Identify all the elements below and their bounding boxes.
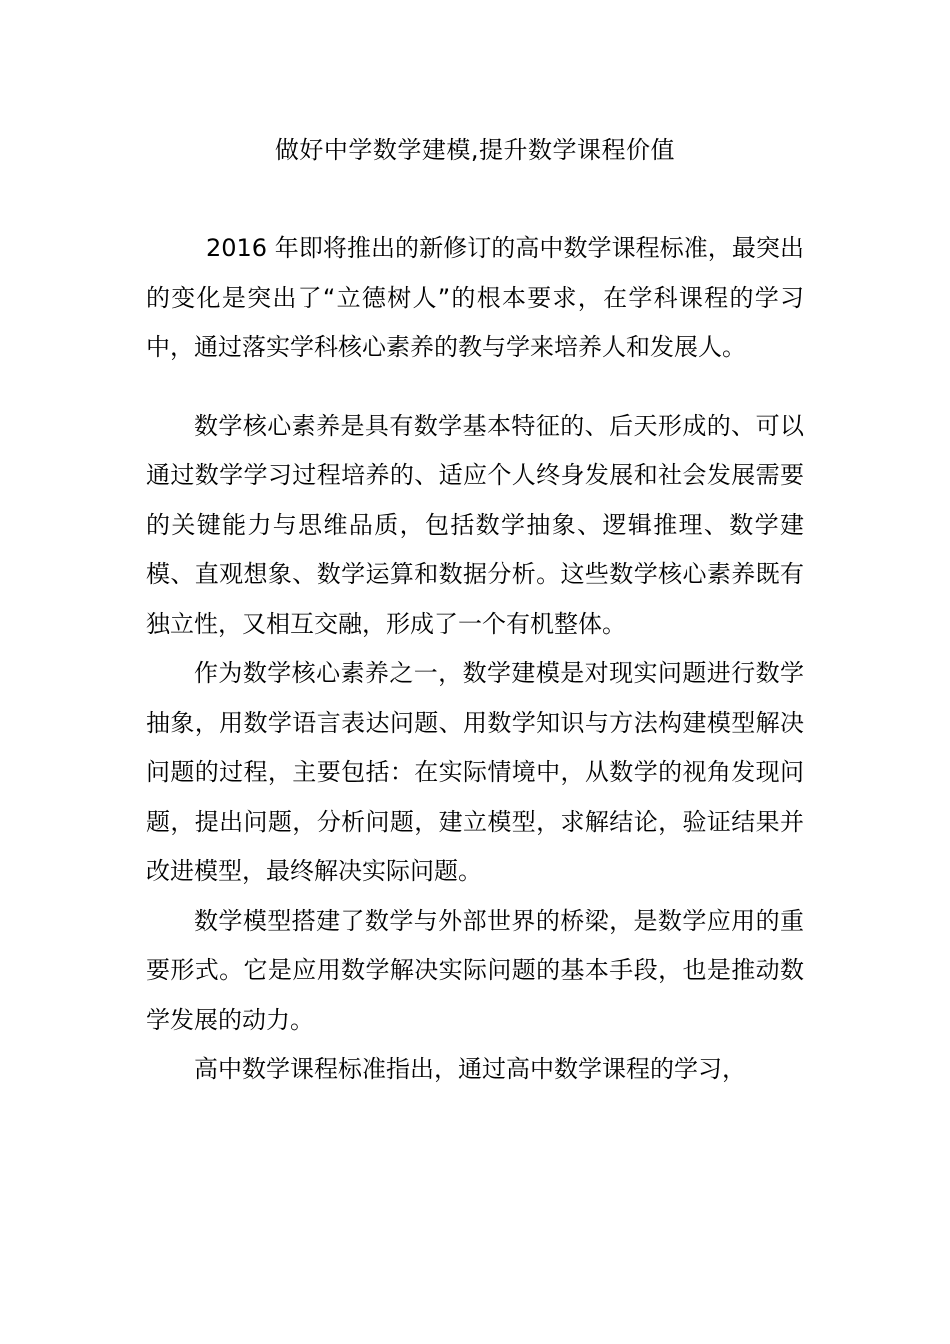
paragraph-4: 数学模型搭建了数学与外部世界的桥梁，是数学应用的重要形式。它是应用数学解决实际问题的基本手段，也是推动数学发展的动力。 — [146, 906, 804, 1034]
paragraph-2: 数学核心素养是具有数学基本特征的、后天形成的、可以通过数学学习过程培养的、适应个人终身发展和社会发展需要的关键能力与思维品质，包括数学抽象、逻辑推理、数学建模、直观想象、数学运算和数据分析。这些数学核心素养既有独立性，又相互交融，形成了一个有机整体。 — [146, 411, 804, 638]
document-body — [146, 224, 804, 1095]
paragraph-1: 2016 年即将推出的新修订的高中数学课程标准，最突出的变化是突出了“立德树人”的根本要求，在学科课程的学习中，通过落实学科核心素养的教与学来培养人和发展人。 — [146, 234, 804, 361]
paragraph-3: 作为数学核心素养之一，数学建模是对现实问题进行数学抽象，用数学语言表达问题、用数学知识与方法构建模型解决问题的过程，主要包括：在实际情境中，从数学的视角发现问题，提出问题，分析问题，建立模型，求解结论，验证结果并改进模型，最终解决实际问题。 — [146, 659, 804, 885]
document-title: 做好中学数学建模,提升数学课程价值 — [274, 136, 676, 164]
paragraph-5: 高中数学课程标准指出，通过高中数学课程的学习， — [194, 1055, 746, 1083]
